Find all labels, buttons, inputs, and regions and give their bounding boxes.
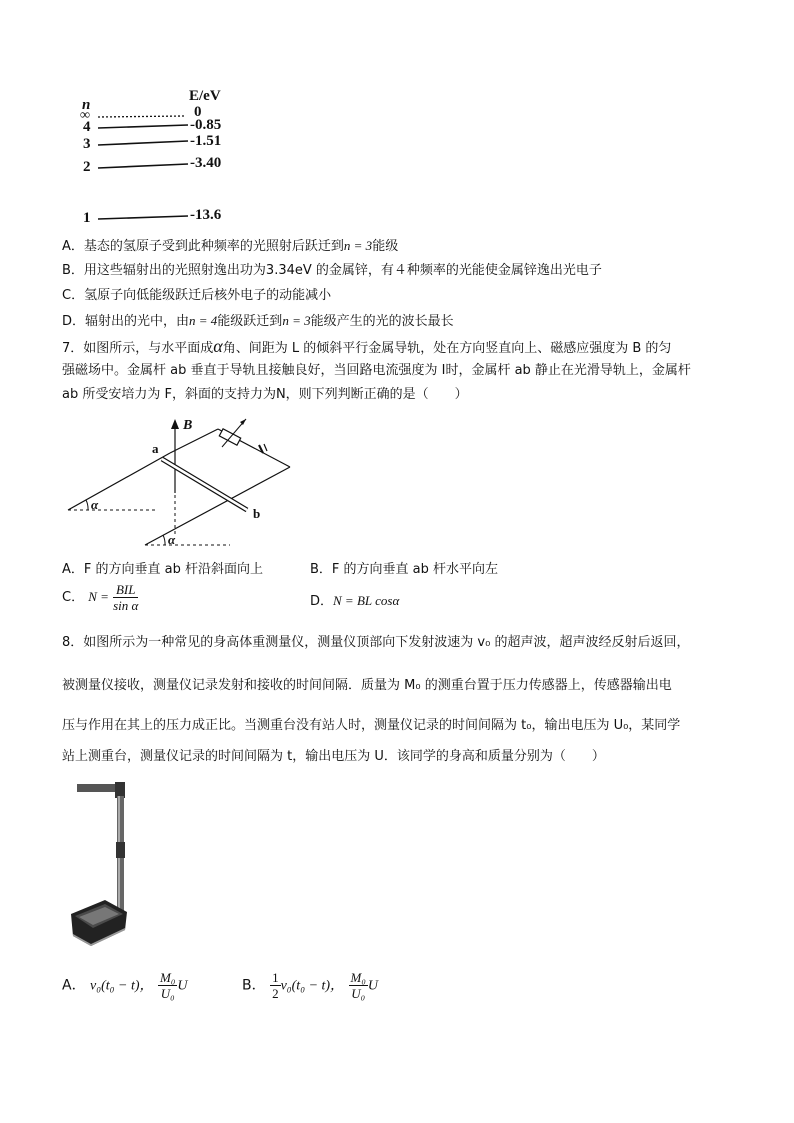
q8-stem-line1: 8．如图所示为一种常见的身高体重测量仪，测量仪顶部向下发射波速为 v₀ 的超声波，超声波经反射后返回， <box>62 635 690 650</box>
q8-option-a <box>62 970 187 1001</box>
level-inf-n: ∞ <box>80 108 90 123</box>
level-2-e: -3.40 <box>190 155 222 171</box>
b-arrow <box>171 419 179 429</box>
q8-option-b-pre: B． <box>242 977 266 994</box>
q6-option-a-text: A．基态的氢原子受到此种频率的光照射后跃迁到 <box>62 239 344 254</box>
level-1-e: -13.6 <box>190 207 222 223</box>
q8-option-b-half <box>270 970 281 1001</box>
q8-option-b-half-den: 2 <box>272 986 279 1001</box>
level-2-line <box>98 164 188 168</box>
fig-alpha-lower: α <box>168 532 176 547</box>
q8-option-a-tail: U <box>177 978 188 994</box>
level-4-e: -0.85 <box>190 117 222 133</box>
q7-alpha: α <box>213 336 223 356</box>
q6-option-d-pre: D．辐射出的光中，由 <box>62 314 190 329</box>
level-3-e: -1.51 <box>190 133 222 149</box>
q7-option-a: A．F 的方向垂直 ab 杆沿斜面向上 <box>62 562 263 577</box>
n-axis-label: n <box>82 97 91 113</box>
fig-b-label: B <box>183 418 193 433</box>
q7-option-c-den: sin α <box>113 598 139 613</box>
fig-alpha-upper: α <box>91 497 99 512</box>
q7-option-b: B．F 的方向垂直 ab 杆水平向左 <box>310 562 499 577</box>
q7-option-d-pre: D． <box>310 594 334 609</box>
q8-option-b-tail: U <box>367 978 378 994</box>
q8-option-a-den: U₀ <box>160 986 175 1001</box>
q8-option-b-den: U₀ <box>351 986 366 1001</box>
level-1-line <box>98 216 188 219</box>
level-inf-line <box>98 116 185 117</box>
height-scale-image <box>65 780 145 952</box>
q7-option-c-num: BIL <box>113 582 138 598</box>
q7-line1-post: 角、间距为 L 的倾斜平行金属导轨，处在方向竖直向上、磁感应强度为 B 的匀 <box>222 341 672 356</box>
q6-option-d <box>62 312 454 331</box>
q6-option-b: B．用这些辐射出的光照射逸出功为3.34eV 的金属锌，有４种频率的光能使金属锌逸出光电子 <box>62 263 602 278</box>
q8-option-a-expr: v₀(t₀ − t)， <box>90 978 154 994</box>
q6-option-a-tail: 能级 <box>372 239 399 254</box>
level-3-line <box>98 141 188 145</box>
q6-option-a-math: n = 3 <box>343 238 373 253</box>
q7-stem-line2: 强磁场中。金属杆 ab 垂直于导轨且接触良好，当回路电流强度为 I时，金属杆 ab 静止在光滑导轨上，金属杆 <box>62 363 691 378</box>
q8-option-b <box>242 970 378 1001</box>
upper-rail <box>68 453 170 510</box>
level-4-n: 4 <box>83 119 91 135</box>
q7-option-d <box>310 590 399 609</box>
level-inf-e: 0 <box>194 104 202 120</box>
q7-stem-line3: ab 所受安培力为 F，斜面的支持力为N，则下列判断正确的是（ ） <box>62 387 468 402</box>
q8-option-a-fraction <box>158 970 177 1001</box>
q6-option-a <box>62 237 398 256</box>
q7-option-c-fraction <box>113 582 138 613</box>
level-4-line <box>98 125 188 128</box>
level-3-n: 3 <box>83 136 91 152</box>
level-2-n: 2 <box>83 159 91 175</box>
level-1-n: 1 <box>83 210 91 226</box>
q8-stem-line2: 被测量仪接收，测量仪记录发射和接收的时间间隔．质量为 M₀ 的测重台置于压力传感器上，传感器输出电 <box>62 678 672 693</box>
energy-level-diagram <box>70 88 250 233</box>
q8-option-b-half-num: 1 <box>272 970 279 985</box>
q7-option-c <box>62 582 138 613</box>
e-axis-label: E/eV <box>189 88 221 104</box>
q7-option-d-expr: N = BL cosα <box>333 593 400 608</box>
q6-option-d-m2: n = 3 <box>282 313 311 328</box>
q8-option-b-expr: v₀(t₀ − t)， <box>280 978 345 994</box>
q7-line1-pre: 7．如图所示，与水平面成 <box>62 341 214 356</box>
q6-option-d-mid: 能级跃迁到 <box>217 314 283 329</box>
fig-b-end-label: b <box>253 506 261 521</box>
q8-option-b-fraction <box>349 970 368 1001</box>
q8-option-a-pre: A． <box>62 977 86 994</box>
rail-figure <box>60 415 310 555</box>
q8-stem-line3: 压与作用在其上的压力成正比。当测重台没有站人时，测量仪记录的时间间隔为 t₀，输出电压为 U₀，某同学 <box>62 718 681 733</box>
q7-option-c-pre: C． <box>62 590 85 605</box>
q6-option-c: C．氢原子向低能级跃迁后核外电子的动能减小 <box>62 288 332 303</box>
q7-stem-line1 <box>62 337 671 358</box>
lower-rail <box>145 467 290 545</box>
q6-option-d-m1: n = 4 <box>189 313 218 328</box>
fig-a-label: a <box>152 441 159 456</box>
q7-option-c-lhs: N = <box>88 589 109 604</box>
q8-option-a-num: M₀ <box>159 970 176 985</box>
q8-option-b-num: M₀ <box>350 970 366 985</box>
q8-stem-line4: 站上测重台，测量仪记录的时间间隔为 t，输出电压为 U．该同学的身高和质量分别为（ ） <box>62 749 605 764</box>
q6-option-d-tail: 能级产生的光的波长最长 <box>310 314 454 329</box>
